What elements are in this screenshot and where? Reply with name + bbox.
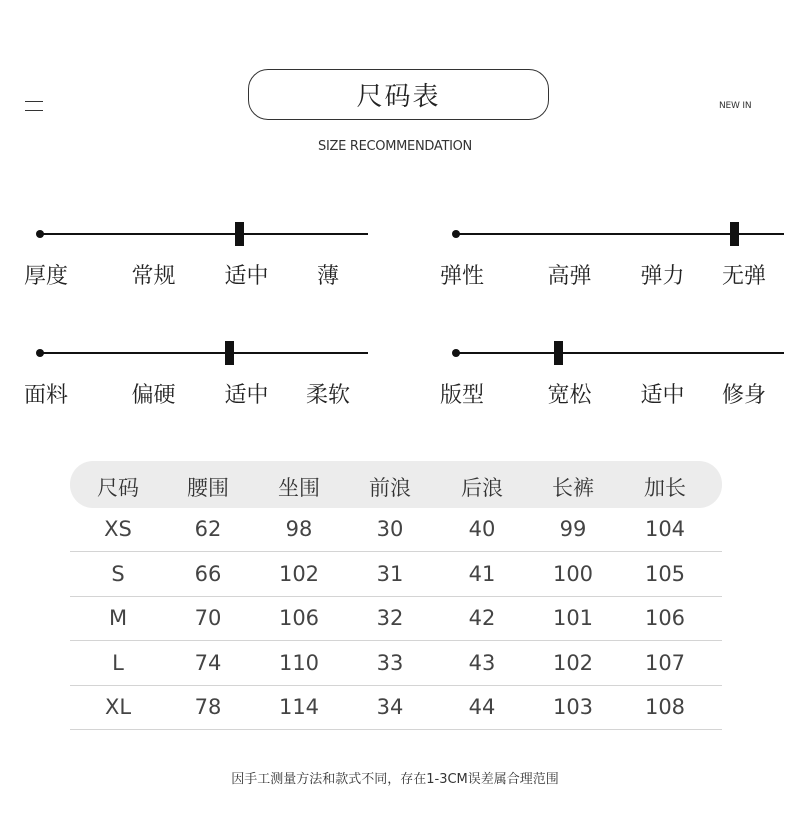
scale-marker: [554, 341, 563, 365]
table-cell: L: [112, 650, 124, 675]
table-cell: 40: [468, 517, 496, 541]
table-cell: 66: [194, 561, 222, 586]
table-cell: 70: [194, 606, 222, 630]
table-row-divider: [70, 596, 722, 597]
size-table-header: [70, 461, 722, 508]
scale-label: 薄: [316, 264, 340, 289]
scale-label: 修身: [721, 383, 767, 408]
scale-start-dot: [36, 230, 44, 238]
table-cell: 106: [278, 606, 320, 630]
scale-label: 宽松: [547, 383, 592, 408]
table-cell: 42: [468, 606, 496, 630]
table-row-divider: [70, 640, 722, 641]
table-header-cell: 后浪: [461, 476, 503, 500]
table-cell: 99: [559, 517, 587, 541]
new-in-tag: NEW IN: [719, 101, 752, 111]
thickness-scale: [23, 217, 368, 289]
table-cell: 114: [278, 695, 320, 719]
table-cell: 30: [376, 517, 404, 541]
scale-label: 无弹: [721, 264, 767, 289]
table-row-divider: [70, 729, 722, 730]
table-cell: 62: [194, 517, 222, 541]
table-header-cell: 坐围: [278, 476, 320, 500]
scale-label: 柔软: [305, 383, 351, 408]
scale-marker: [235, 222, 244, 246]
table-header-cell: 前浪: [369, 476, 411, 500]
table-cell: 41: [468, 561, 496, 586]
subtitle: SIZE RECOMMENDATION: [318, 139, 472, 154]
scale-label: 适中: [224, 264, 269, 289]
table-cell: 108: [644, 695, 686, 719]
table-cell: 102: [552, 650, 594, 675]
table-cell: 43: [468, 650, 496, 675]
table-cell: 32: [376, 606, 404, 630]
table-cell: 31: [376, 561, 404, 586]
table-cell: M: [108, 606, 128, 630]
table-row: [70, 687, 722, 731]
scale-line: [40, 233, 368, 235]
scale-line: [40, 352, 368, 354]
menu-icon: [25, 101, 43, 111]
scale-line: [456, 352, 784, 354]
scale-label: 常规: [131, 264, 176, 289]
table-cell: S: [111, 561, 125, 586]
scale-label: 适中: [640, 383, 685, 408]
table-cell: 74: [194, 650, 222, 675]
table-cell: 105: [644, 561, 686, 586]
scale-label: 版型: [439, 383, 485, 408]
page-title: [248, 69, 549, 120]
table-cell: 102: [278, 561, 320, 586]
scale-marker: [225, 341, 234, 365]
table-cell: 78: [194, 695, 222, 719]
scale-label: 厚度: [23, 264, 69, 289]
table-row: [70, 554, 722, 598]
page-title-text: 尺码表: [356, 82, 441, 112]
scale-start-dot: [36, 349, 44, 357]
table-cell: 44: [468, 695, 496, 719]
table-row-divider: [70, 685, 722, 686]
scale-label: 弹力: [640, 264, 685, 289]
table-cell: 110: [278, 650, 320, 675]
table-cell: 98: [285, 517, 313, 541]
fit-scale: [439, 336, 784, 408]
scale-label: 偏硬: [131, 383, 176, 408]
table-cell: XS: [104, 517, 132, 541]
scale-label: 面料: [23, 383, 69, 408]
table-header-cell: 尺码: [97, 476, 139, 500]
scale-label: 弹性: [439, 264, 485, 289]
table-cell: 106: [644, 606, 686, 630]
table-header-cell: 长裤: [552, 476, 594, 500]
table-row: [70, 509, 722, 553]
table-cell: 107: [644, 650, 686, 675]
scale-start-dot: [452, 349, 460, 357]
fabric-scale: [23, 336, 368, 408]
table-header-cell: 加长: [644, 476, 686, 500]
table-cell: 33: [376, 650, 404, 675]
elasticity-scale: [439, 217, 784, 289]
table-row: [70, 643, 722, 687]
scale-label: 高弹: [547, 264, 592, 289]
table-cell: XL: [104, 695, 132, 719]
measurement-note: 因手工测量方法和款式不同，存在1-3CM误差属合理范围: [231, 772, 559, 787]
table-row-divider: [70, 551, 722, 552]
table-row: [70, 598, 722, 642]
table-cell: 101: [552, 606, 594, 630]
table-header-cell: 腰围: [187, 476, 229, 500]
table-cell: 100: [552, 561, 594, 586]
table-cell: 104: [644, 517, 686, 541]
table-cell: 34: [376, 695, 404, 719]
scale-marker: [730, 222, 739, 246]
scale-label: 适中: [224, 383, 269, 408]
table-cell: 103: [552, 695, 594, 719]
scale-start-dot: [452, 230, 460, 238]
